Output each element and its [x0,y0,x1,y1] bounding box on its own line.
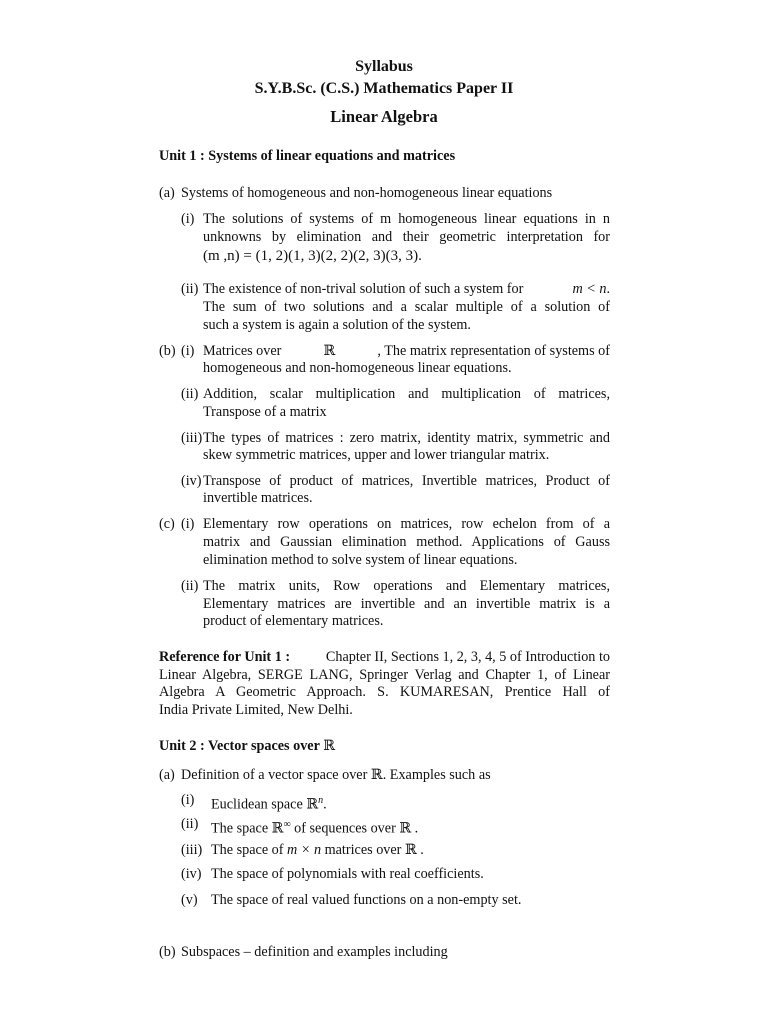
doc-title: Syllabus [355,58,413,75]
real-numbers-symbol: ℝ [323,738,335,754]
unit2-b-text: Subspaces – definition and examples including [181,944,448,960]
unit1-b-iii-line2: skew symmetric matrices, upper and lower triangular matrix. [203,447,550,463]
unit2-a-text-pre: Definition of a vector space over [181,767,368,783]
infinity-exponent: ∞ [283,819,291,830]
reference-line2: Linear Algebra, SERGE LANG, Springer Verlag and Chapter 1, of Linear [159,667,610,683]
unit1-a-i-label: (i) [181,211,195,227]
unit1-a-ii-line1-text: The existence of non-trival solution of such a system for [203,281,524,297]
unit1-a-label: (a) [159,185,175,201]
item-text: The space [211,820,269,837]
unit1-c-ii-line1: The matrix units, Row operations and Elementary matrices, [203,578,610,594]
unit2-a-item-label: (iii) [181,842,203,858]
unit1-b-iv-line1: Transpose of product of matrices, Invertible matrices, Product of [203,473,610,489]
real-numbers-symbol: ℝ [370,767,383,783]
reference-line3: Algebra A Geometric Approach. S. KUMARESAN, Prentice Hall of [159,684,610,700]
unit1-b-iii-line1: The types of matrices : zero matrix, identity matrix, symmetric and [203,430,610,446]
unit1-b-i-text-a: Matrices over [203,343,282,359]
real-numbers-symbol: ℝ [271,820,284,837]
unit1-b-label: (b) [159,343,176,359]
unit1-a-text: Systems of homogeneous and non-homogeneous linear equations [181,185,553,201]
exponent: n [318,795,324,806]
unit2-heading-text: Unit 2 : Vector spaces over [159,738,320,754]
unit1-b-ii-label: (ii) [181,386,199,402]
item-text: Euclidean space [211,796,303,813]
unit1-c-i-label: (i) [181,516,195,532]
unit2-a-item-label: (i) [181,792,195,808]
item-text: The space of [211,842,284,858]
unit1-c-ii-line3: product of elementary matrices. [203,613,384,629]
real-numbers-symbol: ℝ [306,796,319,813]
reference-line4: India Private Limited, New Delhi. [159,702,353,718]
unit2-a-item-text: The space of real valued functions on a non-empty set. [211,892,522,908]
unit1-a-ii-line1 [203,281,610,299]
unit2-a-text [181,767,491,785]
unit1-a-i-formula: (m ,n) = (1, 2)(1, 3)(2, 2)(2, 3)(3, 3). [203,248,422,264]
reference-label: Reference for Unit 1 : [159,649,291,665]
unit2-a-label: (a) [159,767,175,783]
unit1-c-i-line3: elimination method to solve system of linear equations. [203,552,518,568]
unit1-a-ii-inequality: m < n [572,281,607,297]
unit2-b-label: (b) [159,944,176,960]
unit1-c-i-line2: matrix and Gaussian elimination method. Applications of Gauss [203,534,610,550]
unit1-c-ii-line2: Elementary matrices are invertible and an invertible matrix is a [203,596,610,612]
unit1-b-ii-line1: Addition, scalar multiplication and multiplication of matrices, [203,386,610,402]
unit2-heading [159,738,335,756]
unit2-a-item-label: (ii) [181,816,199,832]
real-numbers-symbol: ℝ [323,343,336,359]
unit2-a-item-text [211,816,418,838]
unit1-b-iv-label: (iv) [181,473,202,489]
unit1-c-label: (c) [159,516,175,532]
unit2-a-item-text [211,842,424,860]
item-text-post: matrices over ℝ . [324,842,424,858]
reference-line1 [159,649,610,667]
reference-text-1: Chapter II, Sections 1, 2, 3, 4, 5 of Introduction to [325,649,610,665]
unit1-b-iii-label: (iii) [181,430,203,446]
unit1-b-i-label: (i) [181,343,195,359]
item-text-post: of sequences over ℝ . [294,820,419,837]
unit1-a-i-line2: unknowns by elimination and their geometric interpretation for [203,229,610,245]
course-title: S.Y.B.Sc. (C.S.) Mathematics Paper II [254,80,514,97]
unit2-a-item-text [211,792,327,814]
matrix-dimension: m × n [287,842,322,858]
unit1-c-i-line1: Elementary row operations on matrices, row echelon from of a [203,516,610,532]
subject-title: Linear Algebra [330,107,438,126]
unit2-a-item-label: (iv) [181,866,202,882]
unit1-b-i-text-b: , The matrix representation of systems of [377,343,610,359]
unit2-a-text-post: . Examples such as [382,767,491,783]
unit1-a-ii-line3: such a system is again a solution of the system. [203,317,471,333]
unit1-b-iv-line2: invertible matrices. [203,490,313,506]
unit1-heading: Unit 1 : Systems of linear equations and matrices [159,148,456,164]
unit1-b-i-line1 [203,343,610,361]
unit1-a-ii-period: . [606,281,610,297]
unit1-b-i-line2: homogeneous and non-homogeneous linear equations. [203,360,512,376]
unit2-a-item-text: The space of polynomials with real coefficients. [211,866,484,882]
unit2-a-item-label: (v) [181,892,198,908]
unit1-a-ii-line2: The sum of two solutions and a scalar multiple of a solution of [203,299,610,315]
unit1-a-i-line1: The solutions of systems of m homogeneous linear equations in n [203,211,610,227]
unit1-a-ii-label: (ii) [181,281,199,297]
unit1-c-ii-label: (ii) [181,578,199,594]
item-text-post: . [323,796,327,813]
unit1-b-ii-line2: Transpose of a matrix [203,404,327,420]
